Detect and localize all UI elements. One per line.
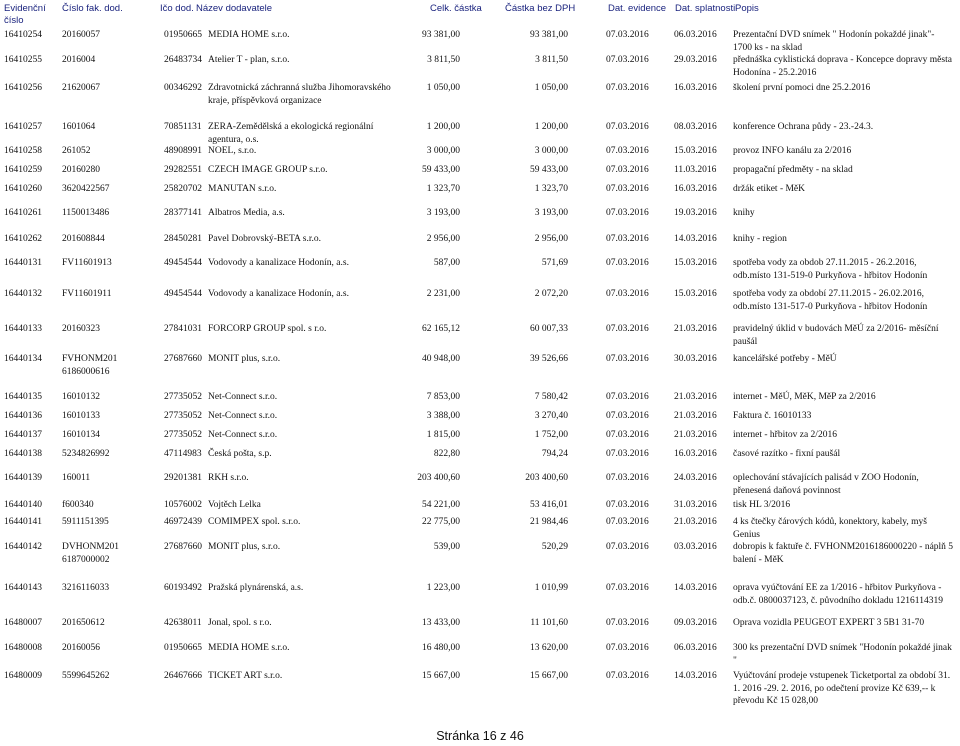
- cell-ico: 27735052: [164, 411, 202, 421]
- cell-popis: oprava vyúčtování EE za 1/2016 - hřbitov Purkyňova - odb.č. 0800037123, č. původního dokladu 1216114319: [733, 583, 943, 606]
- cell-cislo: 16480008: [4, 643, 42, 653]
- cell-dat-splatnosti: 14.03.2016: [674, 671, 717, 681]
- cell-cislo-fak: 3620422567: [62, 184, 110, 194]
- cell-cislo: 16410254: [4, 30, 42, 40]
- header-evidencni: Evidenční: [4, 3, 46, 14]
- cell-castka-bez-dph: 39 526,66: [530, 354, 568, 364]
- cell-celk-castka: 3 193,00: [426, 208, 460, 218]
- cell-dat-splatnosti: 08.03.2016: [674, 122, 717, 132]
- cell-nazev: ZERA-Zemědělská a ekologická regionální agentura, o.s.: [208, 122, 374, 145]
- cell-dat-splatnosti: 11.03.2016: [674, 165, 717, 175]
- table-header: [0, 0, 960, 24]
- cell-castka-bez-dph: 60 007,33: [530, 324, 568, 334]
- cell-popis: oplechování stávajících palisád v ZOO Hodonín, přenesená daňová povinnost: [733, 473, 919, 496]
- cell-ico: 26467666: [164, 671, 202, 681]
- cell-nazev: Jonal, spol. s r.o.: [208, 618, 272, 628]
- cell-cislo: 16440134: [4, 354, 42, 364]
- cell-nazev: CZECH IMAGE GROUP s.r.o.: [208, 165, 328, 175]
- cell-castka-bez-dph: 53 416,01: [530, 500, 568, 510]
- cell-cislo: 16480007: [4, 618, 42, 628]
- cell-ico: 27735052: [164, 392, 202, 402]
- cell-dat-splatnosti: 15.03.2016: [674, 146, 717, 156]
- cell-popis: Vyúčtování prodeje vstupenek Ticketportal za období 31. 1. 2016 -29. 2. 2016, po odečtení provize Kč 639,-- k převodu Kč 15 028,00: [733, 671, 951, 706]
- cell-dat-splatnosti: 21.03.2016: [674, 392, 717, 402]
- cell-popis: internet - MěÚ, MěK, MěP za 2/2016: [733, 392, 876, 402]
- cell-dat-evidence: 07.03.2016: [606, 122, 649, 132]
- cell-celk-castka: 2 231,00: [426, 289, 460, 299]
- cell-cislo: 16410260: [4, 184, 42, 194]
- cell-cislo: 16410261: [4, 208, 42, 218]
- cell-cislo-fak: f600340: [62, 500, 94, 510]
- cell-castka-bez-dph: 1 010,99: [534, 583, 568, 593]
- cell-cislo: 16440143: [4, 583, 42, 593]
- cell-cislo-fak: 160011: [62, 473, 91, 483]
- cell-cislo-fak: 3216116033: [62, 583, 110, 593]
- cell-cislo-fak: 16010134: [62, 430, 100, 440]
- cell-popis: dobropis k faktuře č. FVHONM2016186000220 - náplň 5 balení - MěK: [733, 542, 954, 565]
- cell-dat-splatnosti: 16.03.2016: [674, 184, 717, 194]
- cell-ico: 27687660: [164, 542, 202, 552]
- cell-popis: tisk HL 3/2016: [733, 500, 791, 510]
- cell-popis: pravidelný úklid v budovách MěÚ za 2/2016- měsíční paušál: [733, 324, 939, 347]
- cell-celk-castka: 1 323,70: [426, 184, 460, 194]
- cell-cislo: 16440136: [4, 411, 42, 421]
- cell-dat-evidence: 07.03.2016: [606, 30, 649, 40]
- cell-cislo-fak: 5599645262: [62, 671, 110, 681]
- cell-nazev: MEDIA HOME s.r.o.: [208, 30, 290, 40]
- cell-castka-bez-dph: 3 811,50: [535, 55, 568, 65]
- cell-dat-evidence: 07.03.2016: [606, 208, 649, 218]
- cell-celk-castka: 15 667,00: [422, 671, 460, 681]
- cell-popis: spotřeba vody za období 27.11.2015 - 26.02.2016, odb.místo 131-517-0 Purkyňova - hřbitov Hodonín: [733, 289, 928, 312]
- cell-ico: 01950665: [164, 643, 202, 653]
- cell-castka-bez-dph: 13 620,00: [530, 643, 568, 653]
- cell-celk-castka: 1 200,00: [426, 122, 460, 132]
- cell-dat-splatnosti: 19.03.2016: [674, 208, 717, 218]
- cell-castka-bez-dph: 1 200,00: [534, 122, 568, 132]
- header-cislo-fak: Číslo fak. dod.: [62, 3, 123, 14]
- cell-ico: 29282551: [164, 165, 202, 175]
- header-celk: Celk. částka: [430, 3, 482, 14]
- cell-castka-bez-dph: 203 400,60: [525, 473, 568, 483]
- cell-dat-evidence: 07.03.2016: [606, 583, 649, 593]
- cell-cislo-fak: 20160056: [62, 643, 100, 653]
- header-ico: Ičo dod.: [160, 3, 194, 14]
- cell-cislo-fak: 261052: [62, 146, 91, 156]
- cell-cislo-fak: 16010132: [62, 392, 100, 402]
- cell-ico: 27735052: [164, 430, 202, 440]
- cell-ico: 26483734: [164, 55, 202, 65]
- cell-castka-bez-dph: 93 381,00: [530, 30, 568, 40]
- cell-dat-splatnosti: 14.03.2016: [674, 234, 717, 244]
- header-cislo: číslo: [4, 15, 24, 26]
- cell-popis: internet - hřbitov za 2/2016: [733, 430, 837, 440]
- cell-nazev: COMIMPEX spol. s.r.o.: [208, 517, 301, 527]
- cell-castka-bez-dph: 11 101,60: [530, 618, 568, 628]
- cell-cislo-fak: 5911151395: [62, 517, 109, 527]
- cell-cislo-fak: 1150013486: [62, 208, 110, 218]
- cell-nazev: MANUTAN s.r.o.: [208, 184, 277, 194]
- cell-dat-splatnosti: 30.03.2016: [674, 354, 717, 364]
- cell-cislo: 16440140: [4, 500, 42, 510]
- cell-dat-evidence: 07.03.2016: [606, 324, 649, 334]
- cell-dat-evidence: 07.03.2016: [606, 392, 649, 402]
- header-bez-dph: Částka bez DPH: [505, 3, 576, 14]
- cell-celk-castka: 54 221,00: [422, 500, 460, 510]
- cell-ico: 49454544: [164, 258, 202, 268]
- cell-castka-bez-dph: 1 752,00: [534, 430, 568, 440]
- cell-ico: 70851131: [164, 122, 202, 132]
- cell-castka-bez-dph: 7 580,42: [534, 392, 568, 402]
- cell-dat-splatnosti: 15.03.2016: [674, 289, 717, 299]
- cell-cislo: 16440141: [4, 517, 42, 527]
- cell-cislo-fak: 5234826992: [62, 449, 110, 459]
- cell-cislo: 16440137: [4, 430, 42, 440]
- cell-castka-bez-dph: 520,29: [541, 542, 568, 552]
- cell-popis: přednáška cyklistická doprava - Koncepce dopravy města Hodonína - 25.2.2016: [733, 55, 952, 78]
- cell-cislo: 16440132: [4, 289, 42, 299]
- cell-popis: 4 ks čtečky čárových kódů, konektory, kabely, myš Genius: [733, 517, 927, 540]
- cell-nazev: Albatros Media, a.s.: [208, 208, 285, 218]
- cell-celk-castka: 1 815,00: [426, 430, 460, 440]
- cell-nazev: MONIT plus, s.r.o.: [208, 542, 281, 552]
- cell-celk-castka: 22 775,00: [422, 517, 460, 527]
- cell-dat-evidence: 07.03.2016: [606, 411, 649, 421]
- cell-popis: spotřeba vody za obdob 27.11.2015 - 26.2.2016, odb.místo 131-519-0 Purkyňova - hřbitov Hodonín: [733, 258, 928, 281]
- cell-nazev: Net-Connect s.r.o.: [208, 392, 278, 402]
- cell-dat-splatnosti: 29.03.2016: [674, 55, 717, 65]
- cell-popis: časové razítko - fixní paušál: [733, 449, 841, 459]
- cell-dat-evidence: 07.03.2016: [606, 234, 649, 244]
- cell-castka-bez-dph: 794,24: [541, 449, 568, 459]
- cell-dat-evidence: 07.03.2016: [606, 473, 649, 483]
- cell-cislo-fak: 20160280: [62, 165, 100, 175]
- cell-ico: 60193492: [164, 583, 202, 593]
- cell-nazev: TICKET ART s.r.o.: [208, 671, 283, 681]
- cell-dat-evidence: 07.03.2016: [606, 258, 649, 268]
- cell-nazev: Vodovody a kanalizace Hodonín, a.s.: [208, 289, 349, 299]
- cell-celk-castka: 203 400,60: [417, 473, 460, 483]
- cell-dat-evidence: 07.03.2016: [606, 517, 649, 527]
- cell-cislo: 16480009: [4, 671, 42, 681]
- page-number: Stránka 16 z 46: [436, 729, 524, 743]
- cell-nazev: Net-Connect s.r.o.: [208, 430, 278, 440]
- cell-celk-castka: 59 433,00: [422, 165, 460, 175]
- cell-castka-bez-dph: 3 270,40: [534, 411, 568, 421]
- cell-celk-castka: 40 948,00: [422, 354, 460, 364]
- cell-cislo: 16410259: [4, 165, 42, 175]
- cell-celk-castka: 7 853,00: [426, 392, 460, 402]
- cell-nazev: Vodovody a kanalizace Hodonín, a.s.: [208, 258, 349, 268]
- cell-celk-castka: 587,00: [433, 258, 460, 268]
- cell-nazev: RKH s.r.o.: [208, 473, 249, 483]
- cell-cislo-fak: 20160323: [62, 324, 100, 334]
- cell-celk-castka: 3 811,50: [427, 55, 460, 65]
- cell-ico: 48908991: [164, 146, 202, 156]
- cell-ico: 00346292: [164, 83, 202, 93]
- cell-celk-castka: 93 381,00: [422, 30, 460, 40]
- cell-nazev: MEDIA HOME s.r.o.: [208, 643, 290, 653]
- cell-cislo: 16440142: [4, 542, 42, 552]
- cell-celk-castka: 822,80: [433, 449, 460, 459]
- cell-nazev: Vojtěch Lelka: [208, 500, 261, 510]
- cell-dat-splatnosti: 21.03.2016: [674, 324, 717, 334]
- cell-celk-castka: 62 165,12: [422, 324, 460, 334]
- cell-celk-castka: 539,00: [433, 542, 460, 552]
- cell-cislo: 16410258: [4, 146, 42, 156]
- cell-ico: 46972439: [164, 517, 202, 527]
- cell-castka-bez-dph: 2 956,00: [534, 234, 568, 244]
- cell-dat-splatnosti: 16.03.2016: [674, 449, 717, 459]
- cell-dat-splatnosti: 06.03.2016: [674, 30, 717, 40]
- cell-popis: propagační předměty - na sklad: [733, 165, 853, 175]
- cell-dat-splatnosti: 06.03.2016: [674, 643, 717, 653]
- cell-celk-castka: 13 433,00: [422, 618, 460, 628]
- cell-dat-evidence: 07.03.2016: [606, 449, 649, 459]
- cell-nazev: MONIT plus, s.r.o.: [208, 354, 281, 364]
- cell-cislo-fak: 201650612: [62, 618, 105, 628]
- cell-cislo: 16440138: [4, 449, 42, 459]
- cell-popis: školení první pomoci dne 25.2.2016: [733, 83, 871, 93]
- cell-cislo-fak: FV11601913: [62, 258, 112, 268]
- cell-ico: 10576002: [164, 500, 202, 510]
- cell-cislo-fak: FVHONM201 6186000616: [62, 354, 118, 377]
- cell-dat-evidence: 07.03.2016: [606, 184, 649, 194]
- header-evidence: Dat. evidence: [608, 3, 667, 14]
- cell-nazev: Česká pošta, s.p.: [208, 449, 272, 459]
- cell-castka-bez-dph: 1 050,00: [534, 83, 568, 93]
- cell-nazev: NOEL, s.r.o.: [208, 146, 257, 156]
- cell-nazev: Pavel Dobrovský-BETA s.r.o.: [208, 234, 321, 244]
- cell-ico: 28450281: [164, 234, 202, 244]
- cell-cislo: 16440139: [4, 473, 42, 483]
- cell-celk-castka: 1 050,00: [426, 83, 460, 93]
- cell-cislo: 16410262: [4, 234, 42, 244]
- cell-cislo: 16440131: [4, 258, 42, 268]
- cell-castka-bez-dph: 2 072,20: [534, 289, 568, 299]
- cell-celk-castka: 3 000,00: [426, 146, 460, 156]
- cell-castka-bez-dph: 59 433,00: [530, 165, 568, 175]
- cell-dat-evidence: 07.03.2016: [606, 643, 649, 653]
- cell-dat-evidence: 07.03.2016: [606, 542, 649, 552]
- header-popis: Popis: [735, 3, 759, 14]
- cell-nazev: Pražská plynárenská, a.s.: [208, 583, 304, 593]
- cell-dat-splatnosti: 14.03.2016: [674, 583, 717, 593]
- cell-dat-evidence: 07.03.2016: [606, 55, 649, 65]
- cell-cislo: 16410257: [4, 122, 42, 132]
- cell-ico: 27687660: [164, 354, 202, 364]
- cell-dat-splatnosti: 03.03.2016: [674, 542, 717, 552]
- cell-celk-castka: 1 223,00: [426, 583, 460, 593]
- cell-ico: 27841031: [164, 324, 202, 334]
- cell-celk-castka: 2 956,00: [426, 234, 460, 244]
- cell-dat-evidence: 07.03.2016: [606, 165, 649, 175]
- cell-cislo-fak: DVHONM201 6187000002: [62, 542, 119, 565]
- cell-nazev: Net-Connect s.r.o.: [208, 411, 278, 421]
- cell-dat-evidence: 07.03.2016: [606, 500, 649, 510]
- cell-castka-bez-dph: 21 984,46: [530, 517, 568, 527]
- cell-celk-castka: 3 388,00: [426, 411, 460, 421]
- cell-popis: Faktura č. 16010133: [733, 411, 812, 421]
- cell-nazev: Zdravotnická záchranná služba Jihomoravského kraje, příspěvková organizace: [208, 83, 391, 106]
- cell-ico: 29201381: [164, 473, 202, 483]
- cell-cislo: 16410256: [4, 83, 42, 93]
- cell-cislo-fak: 21620067: [62, 83, 100, 93]
- cell-dat-evidence: 07.03.2016: [606, 289, 649, 299]
- cell-castka-bez-dph: 1 323,70: [534, 184, 568, 194]
- cell-cislo: 16440135: [4, 392, 42, 402]
- cell-ico: 25820702: [164, 184, 202, 194]
- cell-castka-bez-dph: 3 000,00: [534, 146, 568, 156]
- cell-celk-castka: 16 480,00: [422, 643, 460, 653]
- cell-popis: konference Ochrana půdy - 23.-24.3.: [733, 122, 874, 132]
- cell-dat-evidence: 07.03.2016: [606, 83, 649, 93]
- cell-cislo-fak: 2016004: [62, 55, 96, 65]
- cell-cislo: 16410255: [4, 55, 42, 65]
- cell-nazev: FORCORP GROUP spol. s r.o.: [208, 324, 327, 334]
- cell-popis: knihy: [733, 208, 755, 218]
- cell-ico: 01950665: [164, 30, 202, 40]
- cell-dat-evidence: 07.03.2016: [606, 146, 649, 156]
- cell-popis: Oprava vozidla PEUGEOT EXPERT 3 5B1 31-70: [733, 618, 925, 628]
- cell-dat-evidence: 07.03.2016: [606, 354, 649, 364]
- cell-castka-bez-dph: 15 667,00: [530, 671, 568, 681]
- cell-castka-bez-dph: 3 193,00: [534, 208, 568, 218]
- cell-dat-splatnosti: 09.03.2016: [674, 618, 717, 628]
- cell-popis: držák etiket - MěK: [733, 184, 806, 194]
- cell-dat-splatnosti: 16.03.2016: [674, 83, 717, 93]
- cell-nazev: Atelier T - plan, s.r.o.: [208, 55, 290, 65]
- cell-dat-splatnosti: 24.03.2016: [674, 473, 717, 483]
- cell-dat-splatnosti: 21.03.2016: [674, 430, 717, 440]
- cell-popis: 300 ks prezentační DVD snímek "Hodonín pokaždé jinak ": [733, 643, 952, 666]
- cell-ico: 28377141: [164, 208, 202, 218]
- cell-cislo-fak: 20160057: [62, 30, 100, 40]
- cell-dat-evidence: 07.03.2016: [606, 430, 649, 440]
- cell-ico: 49454544: [164, 289, 202, 299]
- cell-ico: 42638011: [164, 618, 202, 628]
- cell-cislo-fak: 201608844: [62, 234, 105, 244]
- cell-cislo-fak: 1601064: [62, 122, 96, 132]
- cell-dat-splatnosti: 15.03.2016: [674, 258, 717, 268]
- cell-dat-splatnosti: 21.03.2016: [674, 411, 717, 421]
- cell-popis: kancelářské potřeby - MěÚ: [733, 354, 837, 364]
- cell-cislo-fak: 16010133: [62, 411, 100, 421]
- cell-ico: 47114983: [164, 449, 202, 459]
- cell-popis: provoz INFO kanálu za 2/2016: [733, 146, 852, 156]
- cell-dat-splatnosti: 21.03.2016: [674, 517, 717, 527]
- cell-dat-splatnosti: 31.03.2016: [674, 500, 717, 510]
- cell-castka-bez-dph: 571,69: [541, 258, 568, 268]
- cell-popis: knihy - region: [733, 234, 787, 244]
- cell-cislo: 16440133: [4, 324, 42, 334]
- header-nazev: Název dodavatele: [196, 3, 273, 14]
- cell-dat-evidence: 07.03.2016: [606, 671, 649, 681]
- cell-popis: Prezentační DVD snímek " Hodonín pokaždé jinak"- 1700 ks - na sklad: [733, 30, 935, 53]
- cell-cislo-fak: FV11601911: [62, 289, 112, 299]
- header-splatnost: Dat. splatnosti: [675, 3, 736, 14]
- cell-dat-evidence: 07.03.2016: [606, 618, 649, 628]
